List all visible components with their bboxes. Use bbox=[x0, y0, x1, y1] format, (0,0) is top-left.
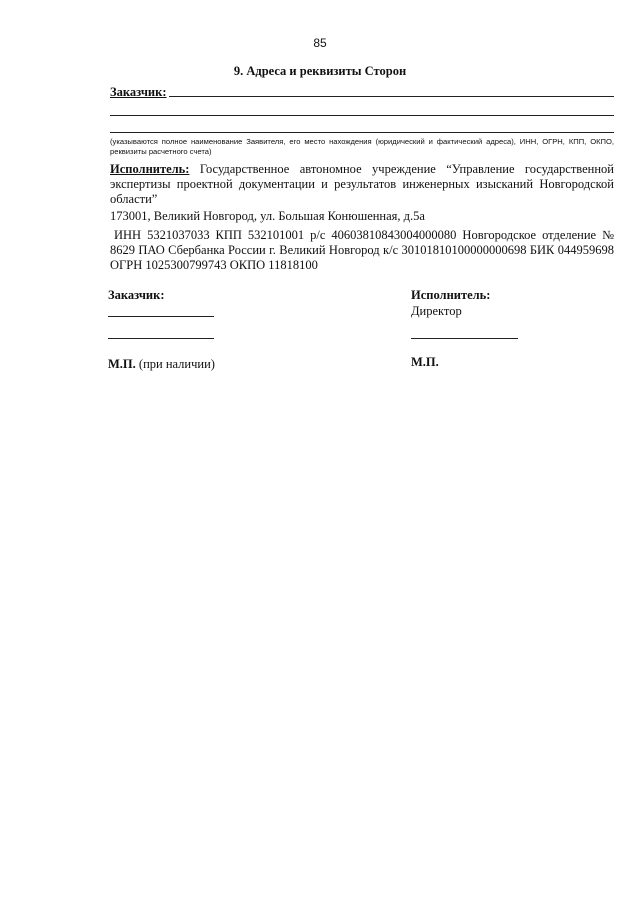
customer-fill-line bbox=[169, 95, 614, 97]
page-number: 85 bbox=[313, 36, 327, 50]
sign-executor-stamp: М.П. bbox=[411, 355, 439, 369]
customer-hint: (указываются полное наименование Заявителя, его место нахождения (юридический и фактический адреса), ИНН, ОГРН, КПП, ОКПО, реквизиты расчетного счета) bbox=[110, 137, 614, 156]
executor-name: Государственное автономное учреждение “Управление государственной экспертизы проектной документации и результатов инженерных изысканий Новгородской области” bbox=[110, 162, 614, 206]
customer-label: Заказчик: bbox=[110, 85, 167, 99]
sign-customer-line-2 bbox=[108, 338, 214, 339]
executor-address: 173001, Великий Новгород, ул. Большая Конюшенная, д.5а bbox=[110, 209, 425, 223]
sign-customer-label: Заказчик: bbox=[108, 288, 165, 302]
executor-requisites: ИНН 5321037033 КПП 532101001 р/с 40603810843004000080 Новгородское отделение № 8629 ПАО Сбербанка России г. Великий Новгород к/с 30101810100000000698 БИК 044959698 ОГРН 1025300799743 ОКПО 11818100 bbox=[110, 228, 614, 272]
sign-customer-stamp-label: М.П. bbox=[108, 357, 136, 371]
executor-block bbox=[110, 162, 614, 207]
customer-fill-line-3 bbox=[110, 132, 614, 133]
sign-executor-label: Исполнитель: bbox=[411, 288, 491, 302]
sign-customer-line-1 bbox=[108, 316, 214, 317]
sign-executor-position: Директор bbox=[411, 304, 462, 318]
customer-fill-line-2 bbox=[110, 115, 614, 116]
executor-label: Исполнитель: bbox=[110, 162, 190, 176]
sign-customer-stamp bbox=[108, 355, 215, 373]
section-title: 9. Адреса и реквизиты Сторон bbox=[233, 64, 407, 78]
customer-row bbox=[110, 83, 614, 99]
sign-customer-stamp-note: (при наличии) bbox=[135, 357, 215, 371]
sign-executor-line bbox=[411, 338, 518, 339]
